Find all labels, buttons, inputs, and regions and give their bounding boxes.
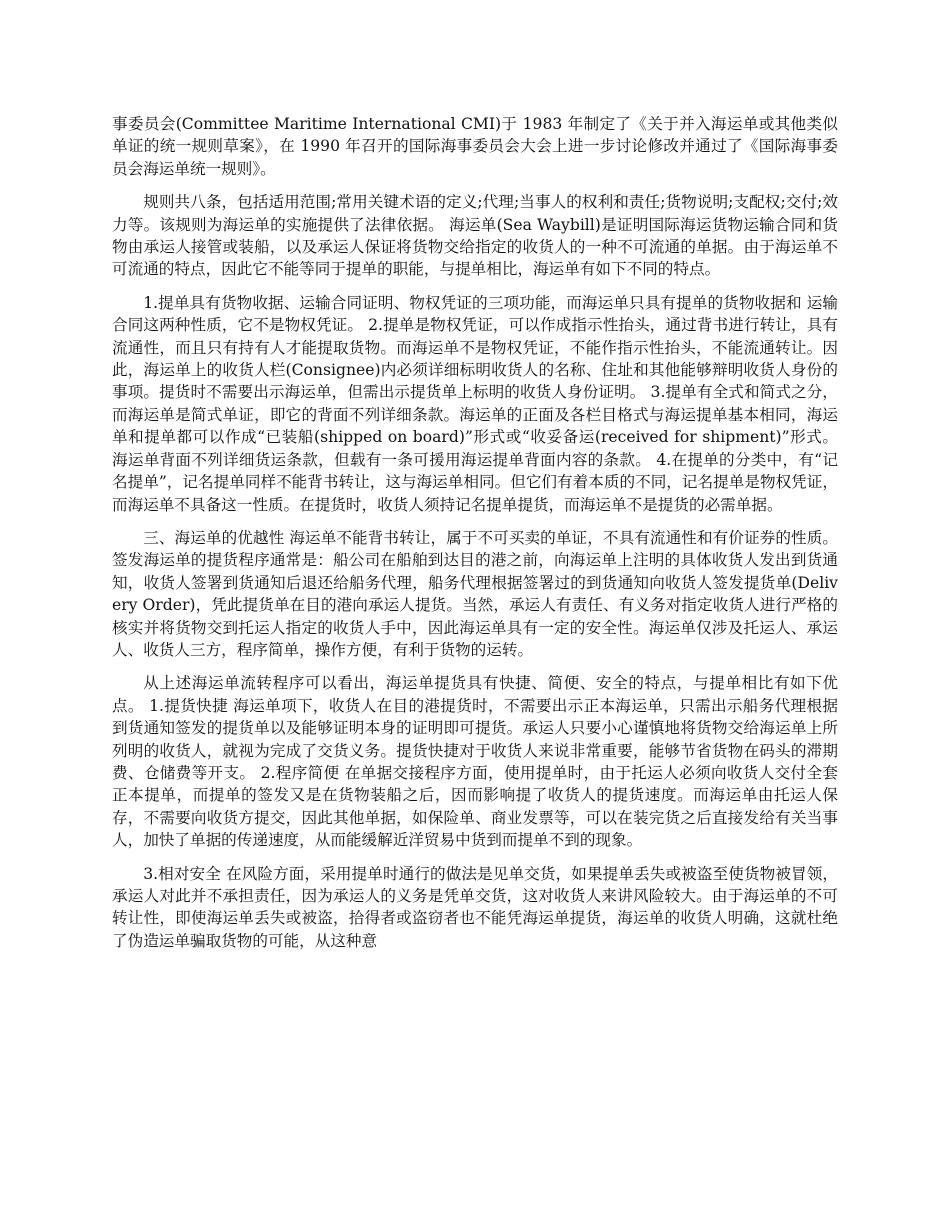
document-page: [112, 113, 838, 963]
paragraph-cmi-rules-intro: 事委员会(Committee Maritime International CMI)于 1983 年制定了《关于并入海运单或其他类似单证的统一规则草案》，在 1990 年召开的国际海事委员会大会上进一步讨论修改并通过了《国际海事委员会海运单统一规则》。: [112, 115, 838, 178]
paragraph-relative-safety: 3.相对安全 在风险方面，采用提单时通行的做法是见单交货，如果提单丢失或被盗至使货物被冒领，承运人对此并不承担责任，因为承运人的义务是凭单交货，这对收货人来讲风险较大。由于海运单的不可转让性，即使海运单丢失或被盗，拾得者或盗窃者也不能凭海运单提货，海运单的收货人明确，这就杜绝了伪造运单骗取货物的可能，从这种意: [112, 864, 838, 950]
paragraph-rules-and-definition: 规则共八条，包括适用范围;常用关键术语的定义;代理;当事人的权利和责任;货物说明;支配权;交付;效力等。该规则为海运单的实施提供了法律依据。 海运单(Sea Waybill)是证明国际海运货物运输合同和货物由承运人接管或装船，以及承运人保证将货物交给指定的收货人的一种不可流通的单据。由于海运单不可流通的特点，因此它不能等同于提单的职能，与提单相比，海运单有如下不同的特点。: [112, 193, 838, 279]
paragraph-differences-from-bill: 1.提单具有货物收据、运输合同证明、物权凭证的三项功能，而海运单只具有提单的货物收据和 运输合同这两种性质，它不是物权凭证。 2.提单是物权凭证，可以作成指示性抬头，通过背书进行转让，具有流通性，而且只有持有人才能提取货物。而海运单不是物权凭证，不能作指示性抬头，不能流通转让。因此，海运单上的收货人栏(Consignee)内必须详细标明收货人的名称、住址和其他能够辩明收货人身份的事项。提货时不需要出示海运单，但需出示提货单上标明的收货人身份证明。 3.提单有全式和简式之分，而海运单是简式单证，即它的背面不列详细条款。海运单的正面及各栏目格式与海运提单基本相同，海运单和提单都可以作成“已装船(shipped on board)”形式或“收妥备运(received for shipment)”形式。海运单背面不列详细货运条款，但载有一条可援用海运提单背面内容的条款。 4.在提单的分类中，有“记名提单”，记名提单同样不能背书转让，这与海运单相同。但它们有着本质的不同，记名提单是物权凭证，而海运单不具备这一性质。在提货时，收货人须持记名提单提货，而海运单不是提货的必需单据。: [112, 293, 838, 514]
paragraph-advantages-section: 三、海运单的优越性 海运单不能背书转让，属于不可买卖的单证，不具有流通性和有价证券的性质。签发海运单的提货程序通常是：船公司在船舶到达目的港之前，向海运单上注明的具体收货人发出到货通知，收货人签署到货通知后退还给船务代理，船务代理根据签署过的到货通知向收货人签发提货单(Delivery Order)，凭此提货单在目的港向承运人提货。当然，承运人有责任、有义务对指定收货人进行严格的核实并将货物交到托运人指定的收货人手中，因此海运单具有一定的安全性。海运单仅涉及托运人、承运人、收货人三方，程序简单，操作方便，有利于货物的运转。: [112, 528, 838, 659]
paragraph-fast-and-simple: 从上述海运单流转程序可以看出，海运单提货具有快捷、简便、安全的特点，与提单相比有如下优点。 1.提货快捷 海运单项下，收货人在目的港提货时，不需要出示正本海运单，只需出示船务代理根据到货通知签发的提货单以及能够证明本身的证明即可提货。承运人只要小心谨慎地将货物交给海运单上所列明的收货人，就视为完成了交货义务。提货快捷对于收货人来说非常重要，能够节省货物在码头的滞期费、仓储费等开支。 2.程序简便 在单据交接程序方面，使用提单时，由于托运人必须向收货人交付全套正本提单，而提单的签发又是在货物装船之后，因而影响提了收货人的提货速度。而海运单由托运人保存，不需要向收货方提交，因此其他单据，如保险单、商业发票等，可以在装完货之后直接发给有关当事人，加快了单据的传递速度，从而能缓解近洋贸易中货到而提单不到的现象。: [112, 674, 838, 850]
